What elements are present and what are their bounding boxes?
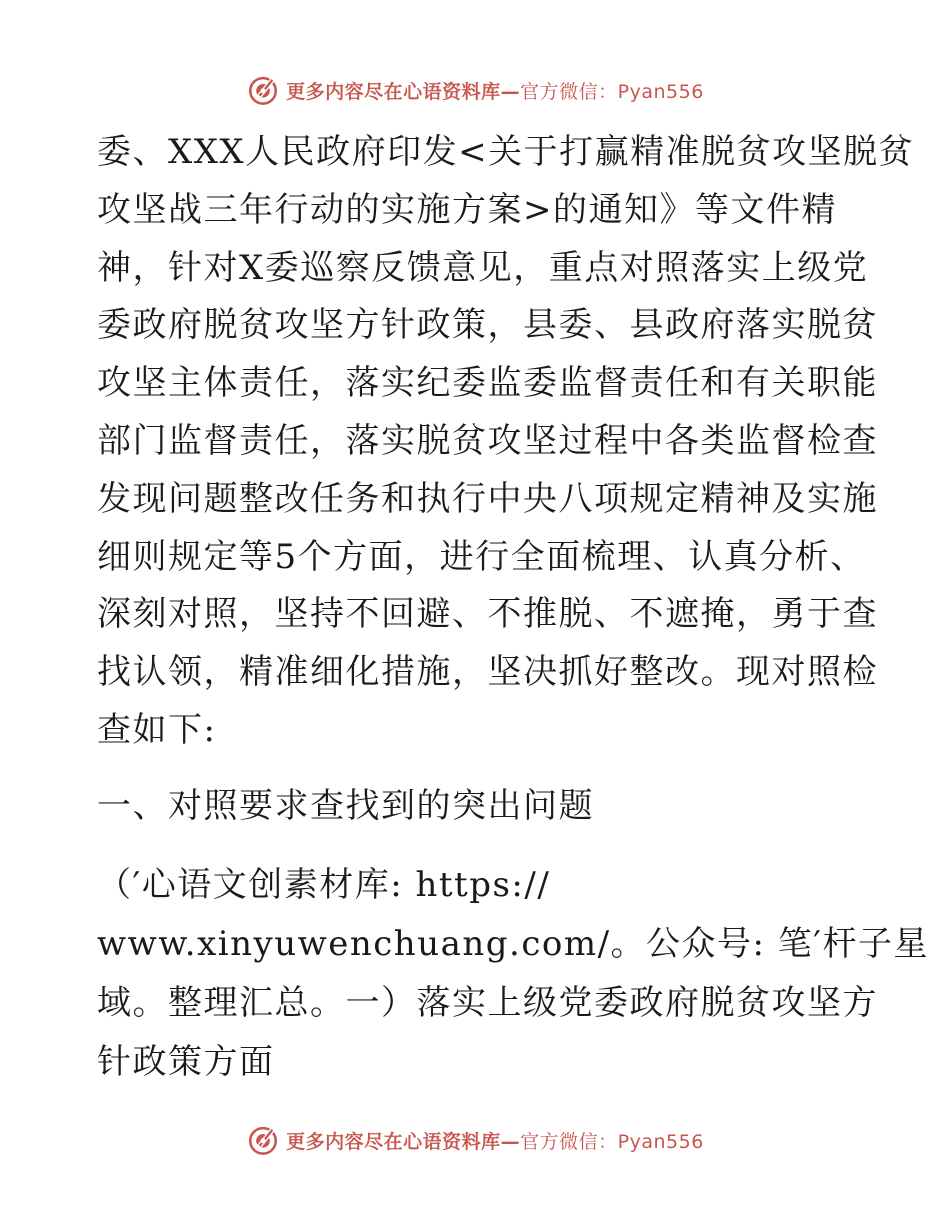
header-banner-title: 更多内容尽在心语资料库 [286,80,501,103]
section-heading: 一、对照要求查找到的突出问题 [97,786,594,826]
body-line: 攻坚主体责任，落实纪委监委监督责任和有关职能 [97,363,878,404]
body-line: 发现问题整改任务和执行中央八项规定精神及实施 [97,478,878,519]
xinyu-logo-icon [246,73,280,107]
body-line: 查如下: [97,709,217,750]
footer-banner [0,1120,950,1160]
header-banner-wechat: 官方微信：Pyan556 [520,80,704,103]
document-body [97,124,915,760]
body-line: 深刻对照，坚持不回避、不推脱、不遮掩，勇于查 [97,594,878,635]
header-banner-dash: — [500,80,521,103]
footer-banner-text [286,1127,704,1154]
section-line: 针政策方面 [97,1042,275,1082]
section-line: 域。整理汇总。一）落实上级党委政府脱贫攻坚方 [97,983,878,1023]
body-line: 部门监督责任，落实脱贫攻坚过程中各类监督检查 [97,420,878,461]
header-banner-text [286,77,704,104]
body-paragraph [97,124,915,760]
section-line: （′心语文创素材库: https:// [97,865,551,905]
footer-banner-dash: — [500,1130,521,1153]
body-line: 攻坚战三年行动的实施方案>的通知》等文件精 [97,189,837,230]
xinyu-logo-icon [246,1123,280,1157]
body-line: 找认领，精准细化措施，坚决抓好整改。现对照检 [97,652,878,693]
header-banner [0,70,950,110]
body-line: 细则规定等5个方面，进行全面梳理、认真分析、 [97,536,866,577]
body-line: 神，针对X委巡察反馈意见，重点对照落实上级党 [97,247,869,288]
body-line: 委政府脱贫攻坚方针政策，县委、县政府落实脱贫 [97,305,878,346]
footer-banner-wechat: 官方微信：Pyan556 [520,1130,704,1153]
body-line: 委、XXX人民政府印发<关于打赢精准脱贫攻坚脱贫 [97,132,915,172]
section-paragraph [97,856,930,1092]
footer-banner-title: 更多内容尽在心语资料库 [286,1130,501,1153]
section-line: www.xinyuwenchuang.com/。公众号: 笔′杆子星 [97,924,930,964]
